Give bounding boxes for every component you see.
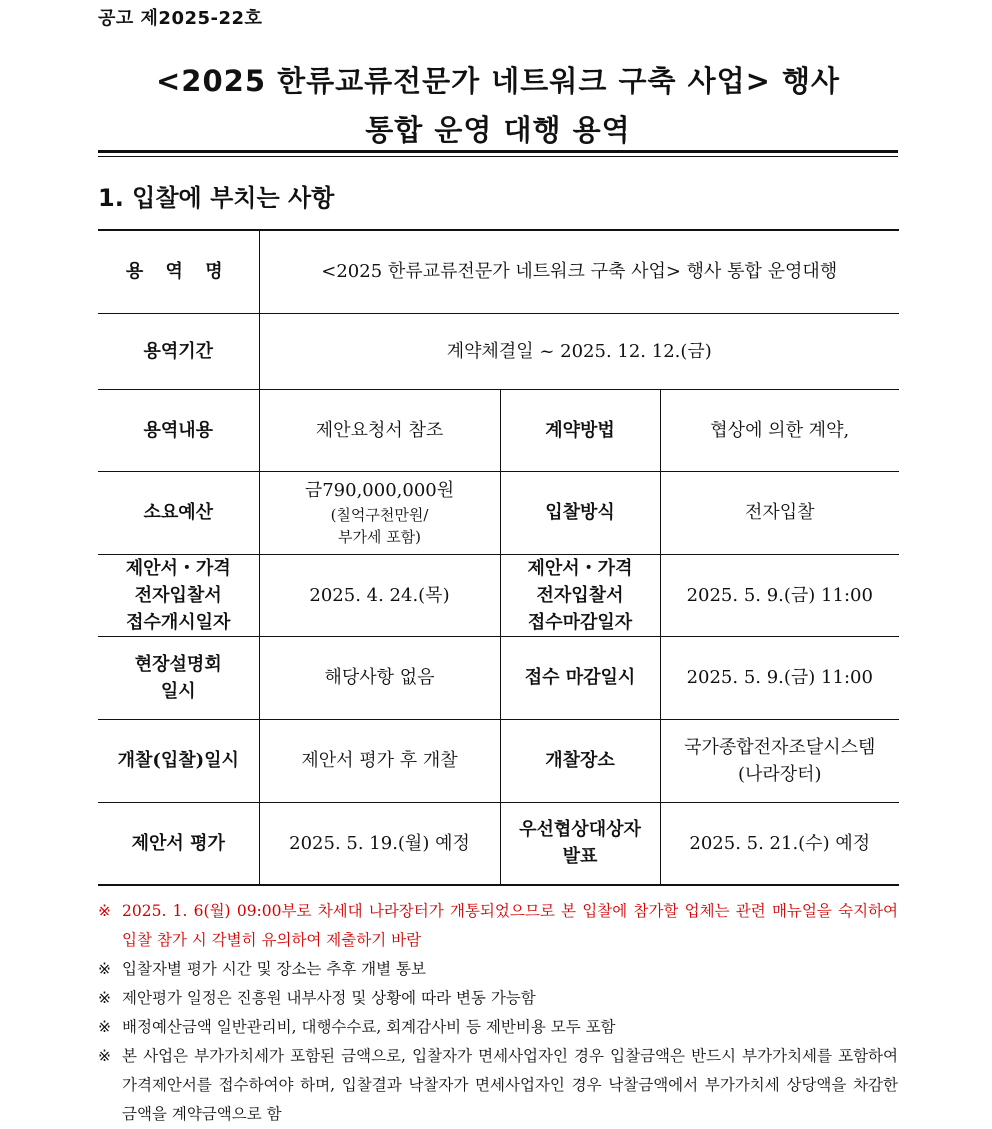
note-text: 입찰자별 평가 시간 및 장소는 추후 개별 통보 — [122, 960, 427, 978]
bid-method-label: 입찰방식 — [500, 471, 660, 554]
content-label: 용역내용 — [98, 389, 259, 471]
opening-place-line2: (나라장터) — [737, 763, 822, 785]
opening-place-line1: 국가종합전자조달시스템 — [684, 736, 876, 758]
table-row — [98, 554, 899, 636]
budget-label: 소요예산 — [98, 471, 259, 554]
opening-value: 제안서 평가 후 개찰 — [259, 719, 500, 802]
note-item-warning — [98, 897, 898, 955]
table-row — [98, 636, 899, 719]
reference-mark-icon: ※ — [98, 1047, 111, 1065]
notes-list — [98, 897, 898, 1129]
content-value: 제안요청서 참조 — [259, 389, 500, 471]
start-label-line3: 접수개시일자 — [126, 611, 231, 633]
title-rule-thin — [98, 156, 898, 157]
note-text: 본 사업은 부가가치세가 포함된 금액으로, 입찰자가 면세사업자인 경우 입찰금액은 반드시 부가가치세를 포함하여 가격제안서를 접수하여야 하며, 입찰결과 낙찰자가 면세사업자인 경우 낙찰금액에서 부가가치세 상당액을 차감한 금액을 계약금액으로 함 — [122, 1047, 898, 1123]
note-item — [98, 984, 898, 1013]
note-text: 배정예산금액 일반관리비, 대행수수료, 회계감사비 등 제반비용 모두 포함 — [122, 1018, 616, 1036]
budget-cell — [259, 471, 500, 554]
deadline-date-label — [500, 554, 660, 636]
note-item — [98, 1042, 898, 1129]
contract-method-value: 협상에 의한 계약, — [660, 389, 899, 471]
budget-note-1: (칠억구천만원/ — [330, 506, 429, 524]
table-row — [98, 389, 899, 471]
start-date-value: 2025. 4. 24.(목) — [259, 554, 500, 636]
start-label-line2: 전자입찰서 — [134, 584, 222, 606]
reference-mark-icon: ※ — [98, 1018, 111, 1036]
priority-label — [500, 802, 660, 885]
start-date-label — [98, 554, 259, 636]
note-item — [98, 955, 898, 984]
evaluation-value: 2025. 5. 19.(월) 예정 — [259, 802, 500, 885]
deadline-label-line1: 제안서・가격 — [527, 557, 633, 579]
start-label-line1: 제안서・가격 — [125, 557, 231, 579]
table-row — [98, 230, 899, 313]
priority-label-line1: 우선협상대상자 — [519, 819, 641, 841]
document-title-line1: <2025 한류교류전문가 네트워크 구축 사업> 행사 — [155, 64, 841, 98]
briefing-label — [98, 636, 259, 719]
deadline-label-line2: 전자입찰서 — [536, 584, 624, 606]
deadline-date-value: 2025. 5. 9.(금) 11:00 — [660, 554, 899, 636]
briefing-value: 해당사항 없음 — [259, 636, 500, 719]
evaluation-label: 제안서 평가 — [98, 802, 259, 885]
period-label: 용역기간 — [98, 313, 259, 389]
period-value: 계약체결일 ~ 2025. 12. 12.(금) — [259, 313, 899, 389]
table-row — [98, 802, 899, 885]
briefing-label-line1: 현장설명회 — [134, 653, 222, 675]
receipt-deadline-value: 2025. 5. 9.(금) 11:00 — [660, 636, 899, 719]
priority-value: 2025. 5. 21.(수) 예정 — [660, 802, 899, 885]
table-row — [98, 313, 899, 389]
deadline-label-line3: 접수마감일자 — [527, 611, 633, 633]
note-item — [98, 1013, 898, 1042]
reference-mark-icon: ※ — [98, 902, 111, 920]
note-text: 2025. 1. 6(월) 09:00부로 차세대 나라장터가 개통되었으므로 본 입찰에 참가할 업체는 관련 매뉴얼을 숙지하여 입찰 참가 시 각별히 유의하여 제출하기 바람 — [122, 902, 898, 949]
budget-note-2: 부가세 포함) — [337, 528, 422, 546]
opening-label: 개찰(입찰)일시 — [98, 719, 259, 802]
receipt-deadline-label: 접수 마감일시 — [500, 636, 660, 719]
notice-number: 공고 제2025-22호 — [98, 8, 263, 29]
reference-mark-icon: ※ — [98, 989, 111, 1007]
reference-mark-icon: ※ — [98, 960, 111, 978]
briefing-label-line2: 일시 — [160, 680, 196, 702]
bid-info-table — [98, 229, 899, 886]
service-name-value: <2025 한류교류전문가 네트워크 구축 사업> 행사 통합 운영대행 — [259, 230, 899, 313]
table-row — [98, 719, 899, 802]
section-heading: 1. 입찰에 부치는 사항 — [98, 184, 335, 212]
opening-place-label: 개찰장소 — [500, 719, 660, 802]
table-row — [98, 471, 899, 554]
service-name-label: 용 역 명 — [98, 230, 259, 313]
budget-value: 금790,000,000원 — [304, 480, 455, 501]
document-title-line2: 통합 운영 대행 용역 — [365, 113, 631, 147]
title-rule-thick — [98, 150, 898, 153]
note-text: 제안평가 일정은 진흥원 내부사정 및 상황에 따라 변동 가능함 — [122, 989, 536, 1007]
bid-method-value: 전자입찰 — [660, 471, 899, 554]
contract-method-label: 계약방법 — [500, 389, 660, 471]
priority-label-line2: 발표 — [562, 846, 598, 868]
opening-place-value — [660, 719, 899, 802]
